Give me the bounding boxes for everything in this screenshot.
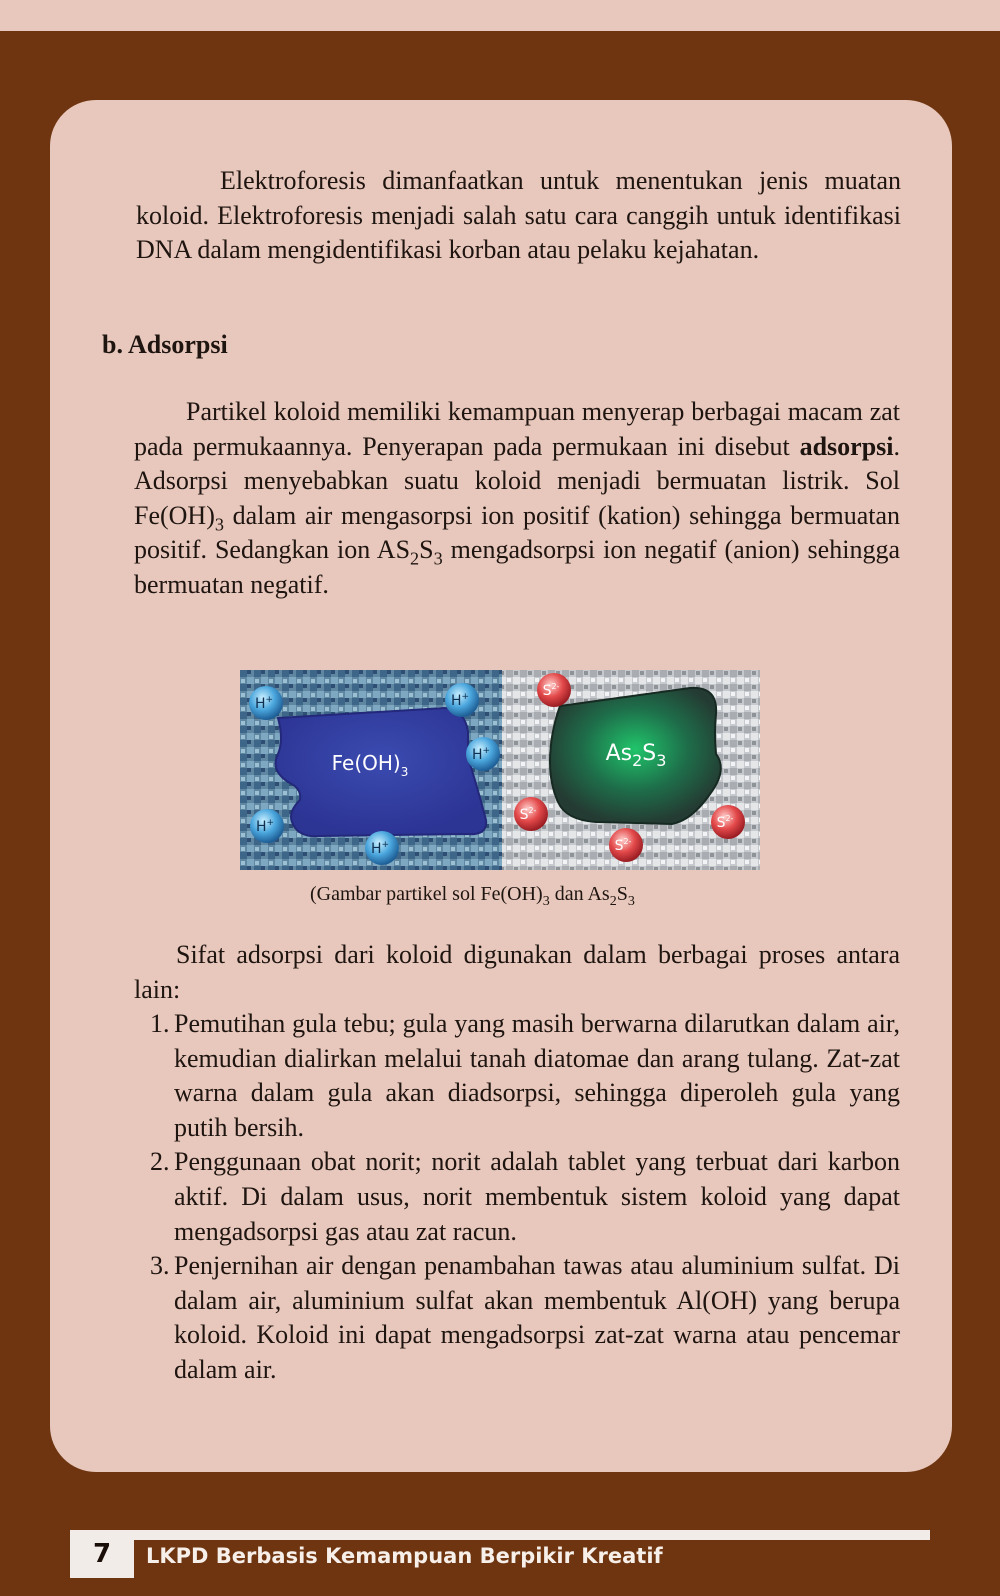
footer-title: LKPD Berbasis Kemampuan Berpikir Kreatif [146,1544,663,1568]
h-ion-2 [445,683,479,717]
section-heading-adsorpsi: b. Adsorpsi [102,330,228,359]
svg-text:H+: H+ [254,695,274,712]
as2s3-label: $As_2S_3$ [605,741,667,770]
list-item: 1. Pemutihan gula tebu; gula yang masih berwarna dilarutkan dalam air, kemudian dialirkan melalui tanah diatomae dan arang tulang. Zat-zat warna dalam gula akan diadsorpsi, sehingga diperoleh gula yang putih bersih. [150,1009,900,1142]
s-ion-2 [514,797,548,831]
list-item: 3. Penjernihan air dengan penambahan tawas atau aluminium sulfat. Di dalam air, aluminium sulfat akan membentuk Al(OH) yang berupa koloid. Koloid ini dapat mengadsorpsi zat-zat warna atau pencemar dalam air. [150,1251,900,1384]
page-number: 7 [70,1530,134,1578]
s-ion-1 [537,673,571,707]
svg-text:S2-: $S^{2-}$ [519,806,537,823]
s-ion-3 [609,828,643,862]
footer-bar [70,1530,930,1540]
paragraph-elektroforesis: Elektroforesis dimanfaatkan untuk menentukan jenis muatan koloid. Elektroforesis menjadi salah satu cara canggih untuk identifikasi DNA dalam mengidentifikasi korban atau pelaku kejahatan. [136,166,901,265]
h-ion-4 [250,809,284,843]
adsorption-uses-list [150,1007,900,1388]
h-ion-5 [365,831,399,865]
svg-text:S2-: $S^{2-}$ [542,682,560,699]
svg-text:S2-: $S^{2-}$ [716,814,734,831]
svg-text:S2-: $S^{2-}$ [614,837,632,854]
s-ion-4 [711,805,745,839]
svg-text:H+: H+ [370,840,390,857]
top-strip [0,0,1000,31]
colloid-particles-figure [240,670,760,870]
list-item: 2. Penggunaan obat norit; norit adalah tablet yang terbuat dari karbon aktif. Di dalam usus, norit membentuk sistem koloid yang dapat mengadsorpsi gas atau zat racun. [150,1147,900,1246]
h-ion-3 [466,737,500,771]
svg-text:H+: H+ [471,746,491,763]
h-ion-1 [249,686,283,720]
fe-oh3-label: $Fe(OH)_3$ [331,751,409,779]
adsorpsi-term: adsorpsi [799,431,894,461]
paragraph-adsorpsi: Partikel koloid memiliki kemampuan menyerap berbagai macam zat pada permukaannya. Penyerapan pada permukaan ini disebut adsorpsi. Adsorpsi menyebabkan suatu koloid menjadi bermuatan listrik. Sol $Fe(OH)_3$ dalam air mengasorpsi ion positif (kation) sehingga bermuatan positif. Sedangkan ion $AS_2S_3$ mengadsorpsi ion negatif (anion) sehingga bermuatan negatif. [134,397,900,599]
figure-caption: (Gambar partikel sol $Fe(OH)_3$ dan $As_2S_3$ [310,883,635,909]
svg-text:H+: H+ [450,692,470,709]
svg-text:H+: H+ [255,818,275,835]
paragraph-sifat-adsorpsi: Sifat adsorpsi dari koloid digunakan dalam berbagai proses antara lain: [134,940,900,1004]
